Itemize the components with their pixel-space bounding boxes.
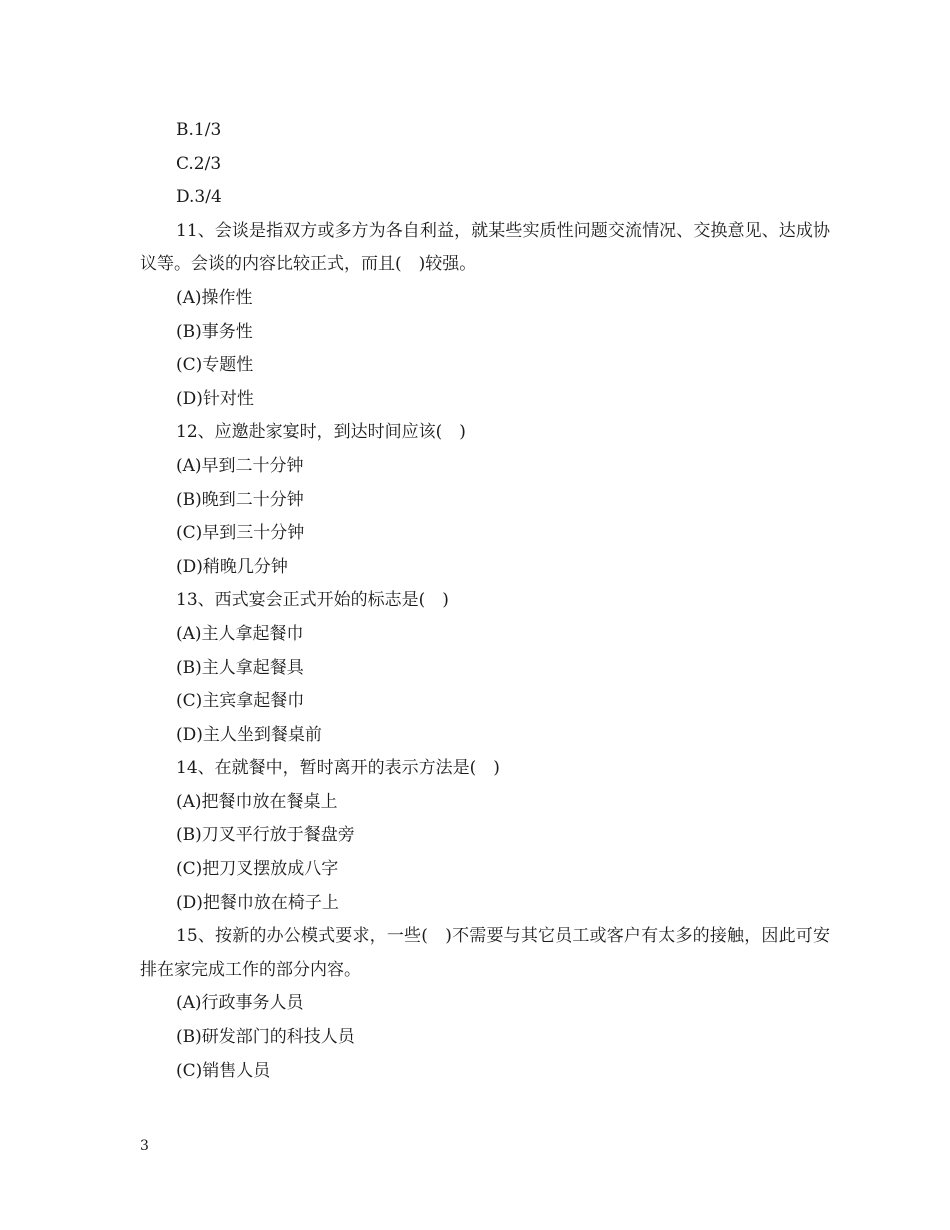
question-text: 11、会谈是指双方或多方为各自利益，就某些实质性问题交流情况、交换意见、达成协议等。会谈的内容比较正式，而且( )较强。 (140, 220, 830, 275)
answer-option: D.3/4 (176, 187, 222, 208)
answer-option: C.2/3 (176, 153, 222, 174)
question-text: 13、西式宴会正式开始的标志是( ) (176, 590, 449, 611)
answer-option: (B)主人拿起餐具 (176, 657, 304, 678)
answer-option: (D)稍晚几分钟 (176, 556, 288, 577)
answer-option: (D)把餐巾放在椅子上 (176, 892, 339, 913)
answer-option: (A)早到二十分钟 (176, 455, 304, 476)
answer-option: (A)主人拿起餐巾 (176, 623, 304, 644)
answer-option: (A)操作性 (176, 287, 253, 308)
answer-option: (C)专题性 (176, 355, 254, 376)
answer-option: (C)早到三十分钟 (176, 523, 305, 544)
answer-option: B.1/3 (176, 120, 222, 140)
answer-option: (A)行政事务人员 (176, 993, 304, 1014)
answer-option: (D)主人坐到餐桌前 (176, 724, 322, 745)
question-text: 12、应邀赴家宴时，到达时间应该( ) (176, 422, 466, 443)
question-text: 15、按新的办公模式要求，一些( )不需要与其它员工或客户有太多的接触，因此可安排在家完成工作的部分内容。 (140, 926, 830, 980)
answer-option: (B)刀叉平行放于餐盘旁 (176, 825, 355, 846)
answer-option: (B)事务性 (176, 321, 253, 342)
answer-option: (C)把刀叉摆放成八字 (176, 859, 339, 880)
document-body (140, 114, 830, 1088)
question-text: 14、在就餐中，暂时离开的表示方法是( ) (176, 758, 500, 779)
answer-option: (C)销售人员 (176, 1060, 271, 1081)
answer-option: (A)把餐巾放在餐桌上 (176, 791, 338, 812)
answer-option: (C)主宾拿起餐巾 (176, 691, 305, 712)
answer-option: (D)针对性 (176, 388, 254, 409)
answer-option: (B)研发部门的科技人员 (176, 1027, 355, 1048)
page-number: 3 (140, 1138, 149, 1154)
answer-option: (B)晚到二十分钟 (176, 489, 304, 510)
